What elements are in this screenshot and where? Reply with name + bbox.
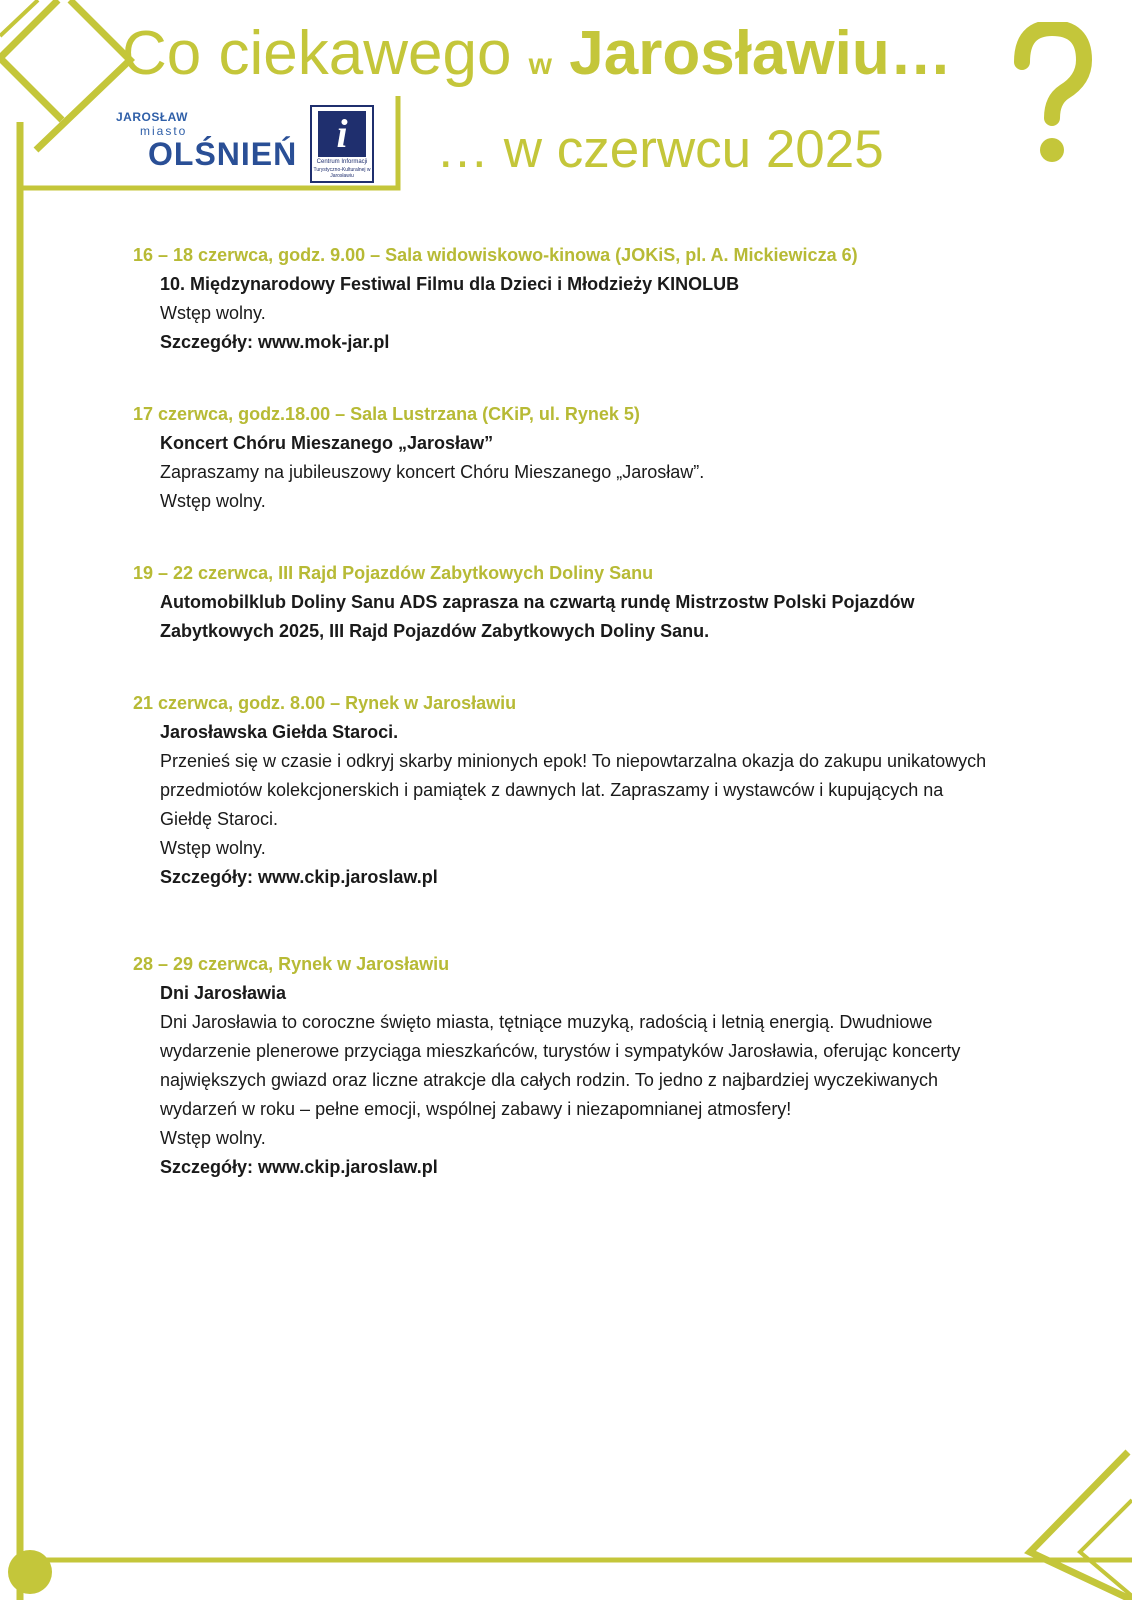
event-entry: Wstęp wolny. <box>160 838 266 858</box>
city-logo-line3: OLŚNIEŃ <box>148 136 298 172</box>
event-entry: Wstęp wolny. <box>160 491 266 511</box>
info-centre-logo <box>310 105 374 183</box>
title-part2: w <box>528 48 553 81</box>
event-item <box>133 689 993 892</box>
page-title <box>122 14 952 105</box>
event-description: Przenieś się w czasie i odkryj skarby minionych epok! To niepowtarzalna okazja do zakupu unikatowych przedmiotów kolekcjonerskich i pamiątek z dawnych lat. Zapraszamy i wystawców i kupujących na Giełdę Staroci. <box>160 751 987 829</box>
event-description: Dni Jarosławia to coroczne święto miasta, tętniące muzyką, radością i letnią energią. Dwudniowe wydarzenie plenerowe przyciąga mieszkańców, turystów i sympatyków Jarosławia, oferując koncerty największych gwiazd oraz liczne atrakcje dla całych rodzin. To jedno z najbardziej wyczekiwanych wydarzeń w roku – pełne emocji, wspólnej zabawy i niezapomnianej atmosfery! <box>160 1012 961 1119</box>
event-title: 10. Międzynarodowy Festiwal Filmu dla Dzieci i Młodzieży KINOLUB <box>160 274 740 294</box>
event-heading: 28 – 29 czerwca, Rynek w Jarosławiu <box>133 954 450 974</box>
event-entry: Wstęp wolny. <box>160 303 266 323</box>
event-item <box>133 400 993 516</box>
event-details: Szczegóły: www.ckip.jaroslaw.pl <box>160 1157 438 1177</box>
page-subtitle: … w czerwcu 2025 <box>436 120 884 179</box>
event-heading: 16 – 18 czerwca, godz. 9.00 – Sala widowiskowo-kinowa (JOKiS, pl. A. Mickiewicza 6) <box>133 245 858 265</box>
event-heading: 17 czerwca, godz.18.00 – Sala Lustrzana (CKiP, ul. Rynek 5) <box>133 404 640 424</box>
event-title: Jarosławska Giełda Staroci. <box>160 722 399 742</box>
title-part1: Co ciekawego <box>122 19 512 88</box>
event-item <box>133 559 993 646</box>
event-title: Dni Jarosławia <box>160 983 287 1003</box>
event-heading: 21 czerwca, godz. 8.00 – Rynek w Jarosławiu <box>133 693 517 713</box>
info-icon: i <box>318 111 366 157</box>
question-mark-icon <box>1012 22 1092 166</box>
event-title: Koncert Chóru Mieszanego „Jarosław” <box>160 433 494 453</box>
event-list <box>133 241 993 1211</box>
event-entry: Wstęp wolny. <box>160 1128 266 1148</box>
title-part3: Jarosławiu… <box>569 19 952 88</box>
info-logo-caption: Centrum Informacji <box>316 159 368 165</box>
event-details: Szczegóły: www.ckip.jaroslaw.pl <box>160 867 438 887</box>
info-logo-caption-2: Turystyczno-Kulturalnej w Jarosławiu <box>313 167 371 179</box>
event-title: Automobilklub Doliny Sanu ADS zaprasza na czwartą rundę Mistrzostw Polski Pojazdów Zabytkowych 2025, III Rajd Pojazdów Zabytkowych Doliny Sanu. <box>160 592 915 641</box>
city-logo-line1: JAROSŁAW <box>116 110 189 124</box>
event-item <box>133 241 993 357</box>
event-item <box>133 950 993 1182</box>
city-logo <box>112 108 298 176</box>
event-heading: 19 – 22 czerwca, III Rajd Pojazdów Zabytkowych Doliny Sanu <box>133 563 654 583</box>
event-description: Zapraszamy na jubileuszowy koncert Chóru Mieszanego „Jarosław”. <box>160 462 705 482</box>
city-logo-line2: miasto <box>140 124 188 138</box>
event-details: Szczegóły: www.mok-jar.pl <box>160 332 390 352</box>
